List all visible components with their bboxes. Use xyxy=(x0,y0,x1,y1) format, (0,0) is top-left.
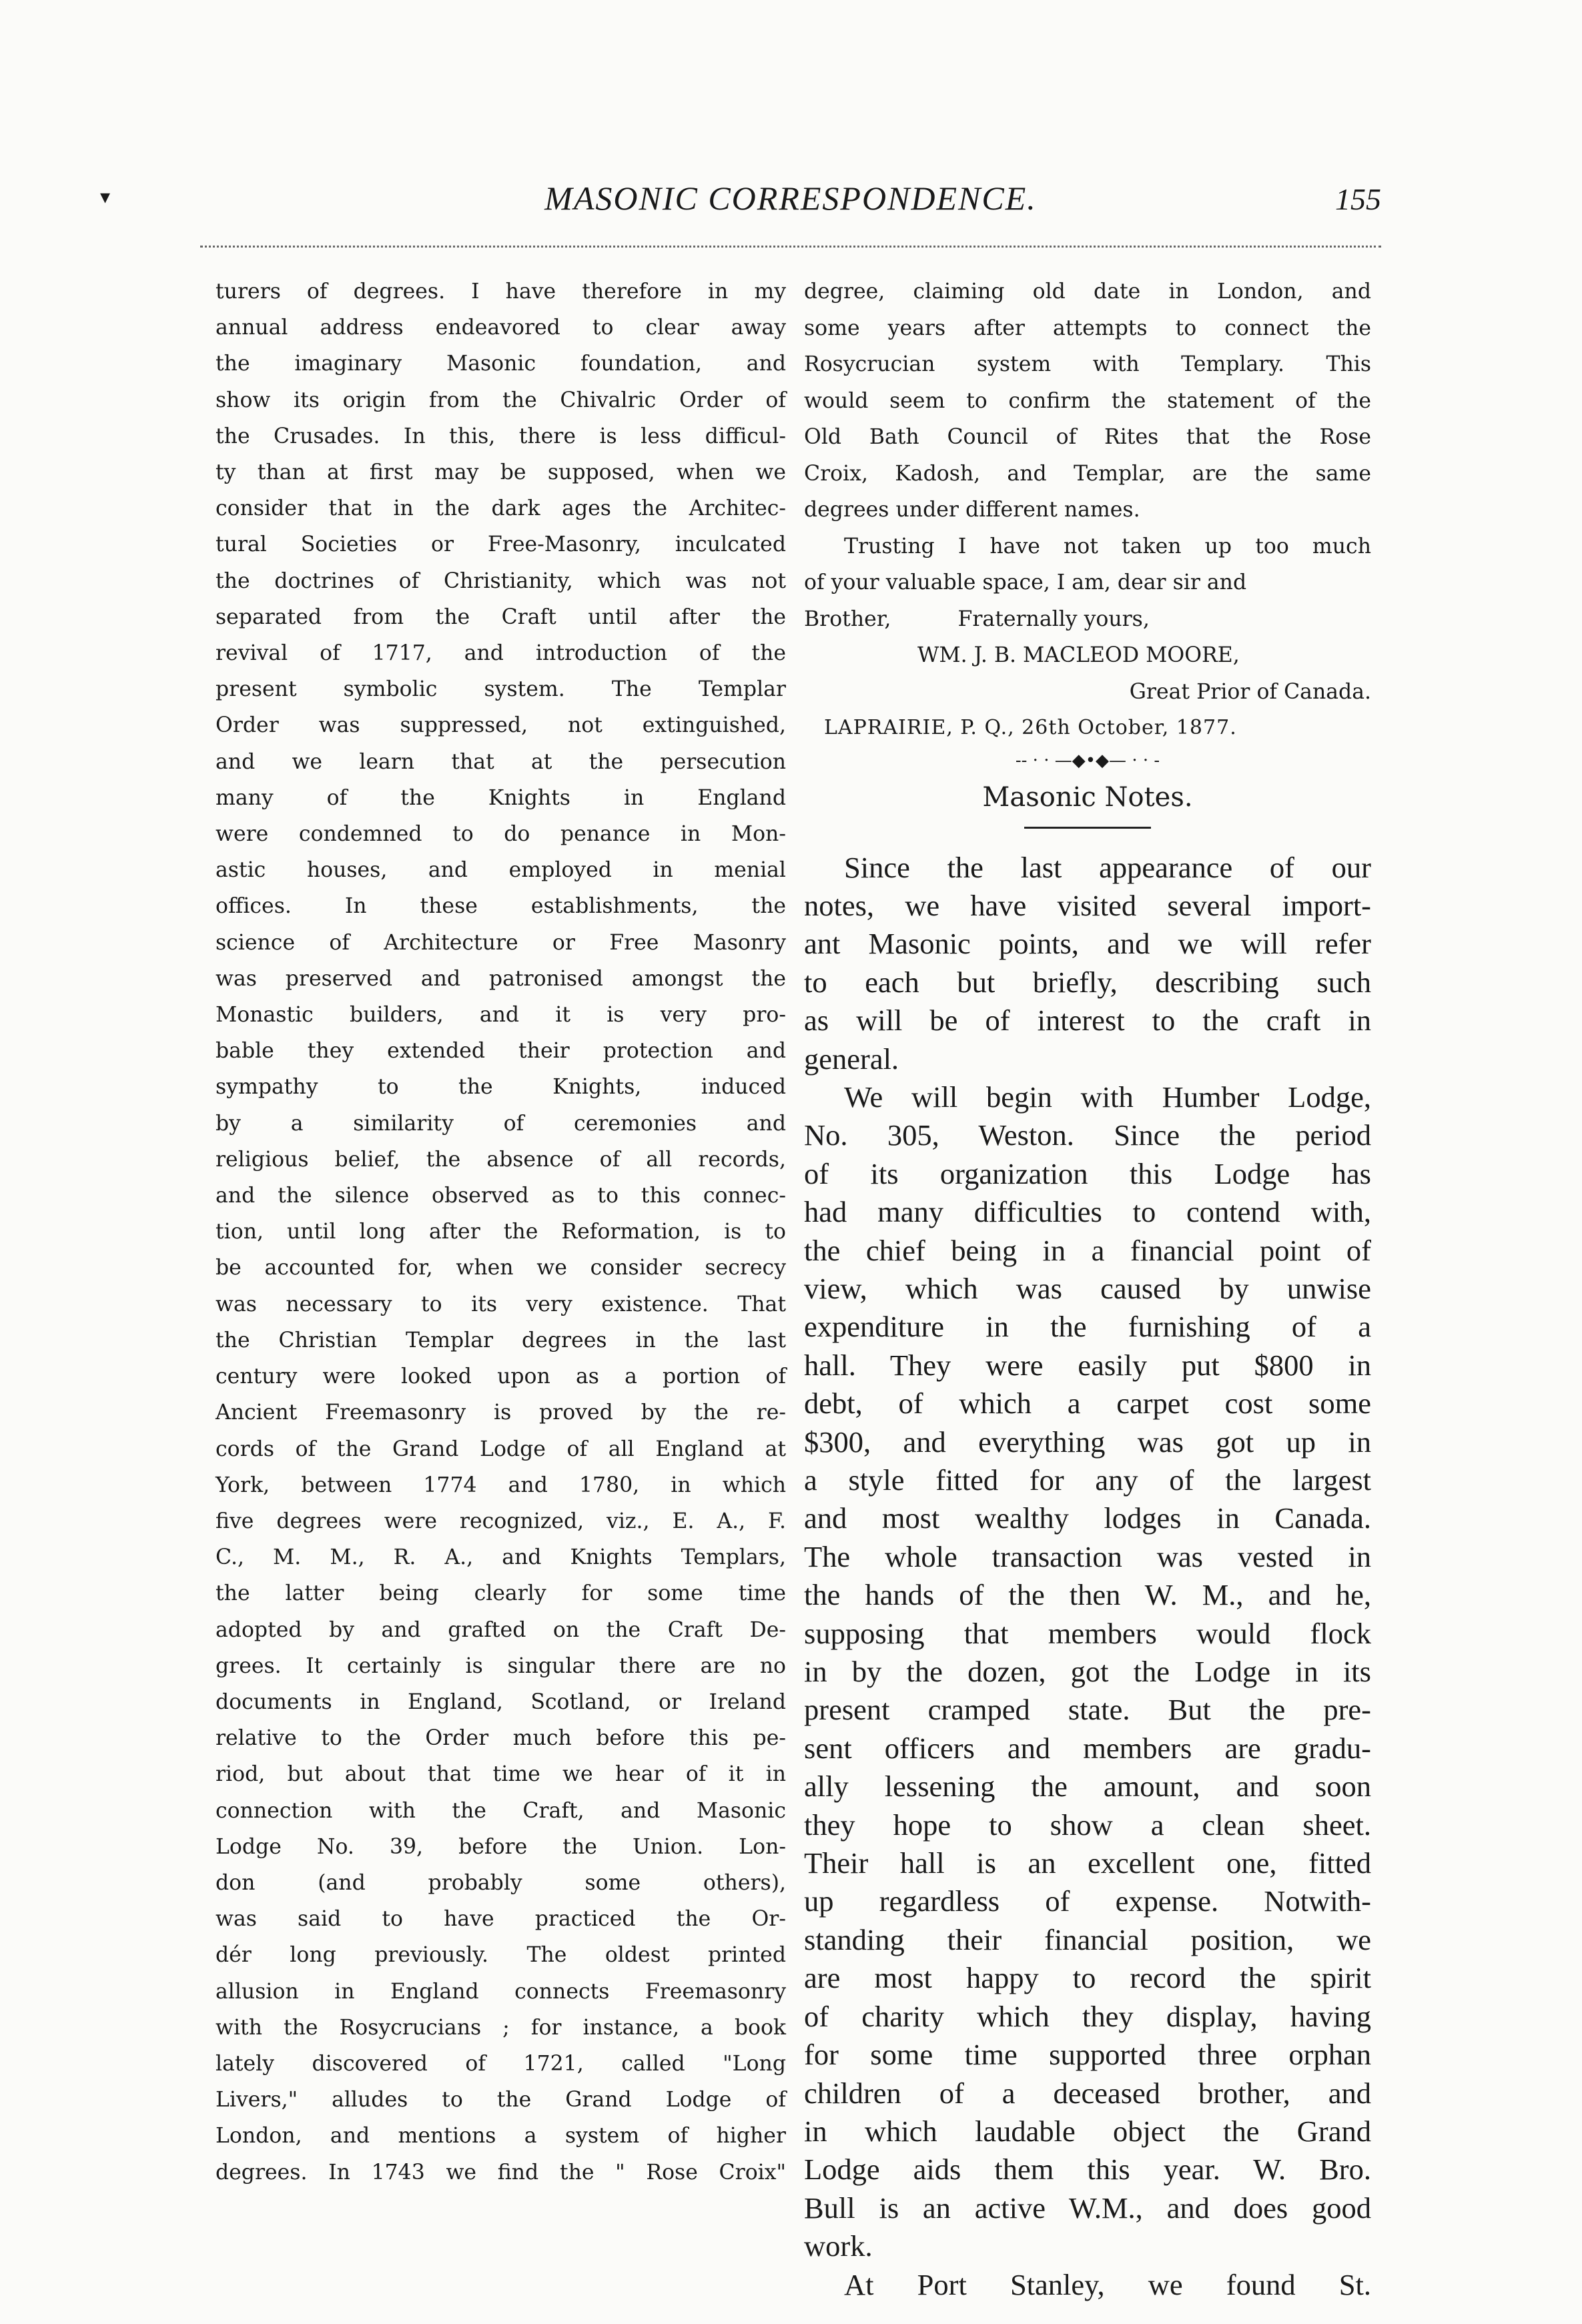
text-line: Livers," alludes to the Grand Lodge of xyxy=(216,2088,786,2112)
salutation: Brother, Fraternally yours, xyxy=(804,607,1150,631)
text-line: dér long previously. The oldest printed xyxy=(216,1943,786,1968)
text-line: and most wealthy lodges in Canada. xyxy=(804,1501,1371,1535)
text-line: York, between 1774 and 1780, in which xyxy=(216,1473,786,1497)
text-line: lately discovered of 1721, called "Long xyxy=(216,2051,786,2076)
text-line: children of a deceased brother, and xyxy=(804,2076,1371,2110)
text-line: view, which was caused by unwise xyxy=(804,1271,1371,1305)
text-line: consider that in the dark ages the Architec- xyxy=(216,496,786,521)
text-line: supposing that members would flock xyxy=(804,1616,1371,1650)
heading-rule xyxy=(1024,827,1151,829)
text-line: grees. It certainly is singular there are no xyxy=(216,1653,786,1678)
section-ornament: -- · · —◆•◆— · · - xyxy=(1015,750,1160,771)
margin-mark: ▾ xyxy=(100,185,111,209)
text-line: century were looked upon as a portion of xyxy=(216,1365,786,1389)
text-line: was said to have practiced the Or- xyxy=(216,1907,786,1932)
text-line: standing their financial position, we xyxy=(804,1922,1371,1956)
text-line: and the silence observed as to this connec- xyxy=(216,1184,786,1208)
text-line: in which laudable object the Grand xyxy=(804,2114,1371,2148)
text-line: debt, of which a carpet cost some xyxy=(804,1387,1371,1421)
text-line: documents in England, Scotland, or Ireland xyxy=(216,1689,786,1714)
text-line: and we learn that at the persecution xyxy=(216,749,786,774)
text-line: the Crusades. In this, there is less difficul- xyxy=(216,424,786,448)
text-line: by a similarity of ceremonies and xyxy=(216,1111,786,1136)
text-line: hall. They were easily put $800 in xyxy=(804,1348,1371,1382)
text-line: the imaginary Masonic foundation, and xyxy=(216,352,786,376)
text-line: present cramped state. But the pre- xyxy=(804,1693,1371,1727)
signature-name: WM. J. B. MACLEOD MOORE, xyxy=(917,643,1240,667)
text-line: the latter being clearly for some time xyxy=(216,1581,786,1606)
running-title: MASONIC CORRESPONDENCE. xyxy=(544,179,1037,217)
text-line: connection with the Craft, and Masonic xyxy=(216,1798,786,1823)
text-line: Rosycrucian system with Templary. This xyxy=(804,352,1371,376)
signature-title: Great Prior of Canada. xyxy=(1129,679,1371,704)
text-line: Old Bath Council of Rites that the Rose xyxy=(804,425,1371,449)
text-line: the Christian Templar degrees in the last xyxy=(216,1328,786,1352)
text-line: as will be of interest to the craft in xyxy=(804,1004,1371,1038)
text-line: notes, we have visited several import- xyxy=(804,888,1371,922)
text-line: ally lessening the amount, and soon xyxy=(804,1770,1371,1804)
text-line: Croix, Kadosh, and Templar, are the same xyxy=(804,461,1371,486)
text-line: degrees under different names. xyxy=(804,498,1140,522)
text-line: tion, until long after the Reformation, is to xyxy=(216,1220,786,1244)
text-line: Trusting I have not taken up too much xyxy=(844,534,1371,558)
text-line: religious belief, the absence of all records, xyxy=(216,1147,786,1172)
text-line: allusion in England connects Freemasonry xyxy=(216,1979,786,2004)
text-line: show its origin from the Chivalric Order of xyxy=(216,388,786,412)
text-line: Lodge aids them this year. W. Bro. xyxy=(804,2153,1371,2187)
text-line: of its organization this Lodge has xyxy=(804,1156,1371,1190)
letter-closing xyxy=(804,528,1371,601)
text-line: relative to the Order much before this pe- xyxy=(216,1726,786,1751)
text-line: they hope to show a clean sheet. xyxy=(804,1808,1371,1842)
text-line: London, and mentions a system of higher xyxy=(216,2124,786,2149)
text-line: ant Masonic points, and we will refer xyxy=(804,927,1371,961)
text-line: Since the last appearance of our xyxy=(844,850,1371,884)
notes-paragraph-3 xyxy=(804,2266,1371,2304)
text-line: the chief being in a financial point of xyxy=(804,1233,1371,1267)
page-header xyxy=(100,179,1381,239)
text-line: degrees. In 1743 we find the " Rose Croix" xyxy=(216,2160,786,2185)
text-line: had many difficulties to contend with, xyxy=(804,1195,1371,1229)
text-line: No. 305, Weston. Since the period xyxy=(804,1118,1371,1152)
text-line: adopted by and grafted on the Craft De- xyxy=(216,1617,786,1642)
section-heading: Masonic Notes. xyxy=(982,781,1193,813)
text-line: revival of 1717, and introduction of the xyxy=(216,641,786,666)
text-line: sent officers and members are gradu- xyxy=(804,1731,1371,1765)
text-line: tural Societies or Free-Masonry, inculcated xyxy=(216,532,786,557)
text-line: was preserved and patronised amongst the xyxy=(216,966,786,991)
text-line: riod, but about that time we hear of it in xyxy=(216,1762,786,1787)
letter-continuation xyxy=(804,274,1371,528)
text-line: many of the Knights in England xyxy=(216,785,786,810)
text-line: to each but briefly, describing such xyxy=(804,965,1371,999)
right-column xyxy=(804,274,1371,2304)
text-line: Bull is an active W.M., and does good xyxy=(804,2191,1371,2225)
text-line: don (and probably some others), xyxy=(216,1870,786,1895)
text-line: the hands of the then W. M., and he, xyxy=(804,1578,1371,1612)
text-line: The whole transaction was vested in xyxy=(804,1539,1371,1573)
notes-paragraph-2 xyxy=(804,1078,1371,2266)
text-line: the doctrines of Christianity, which was not xyxy=(216,568,786,593)
text-line: offices. In these establishments, the xyxy=(216,894,786,919)
text-line: expenditure in the furnishing of a xyxy=(804,1310,1371,1344)
text-line: separated from the Craft until after the xyxy=(216,605,786,629)
text-line: in by the dozen, got the Lodge in its xyxy=(804,1655,1371,1689)
text-line: turers of degrees. I have therefore in my xyxy=(216,280,786,304)
text-line: be accounted for, when we consider secrecy xyxy=(216,1256,786,1280)
text-line: general. xyxy=(804,1042,899,1076)
text-line: are most happy to record the spirit xyxy=(804,1961,1371,1995)
text-line: ty than at first may be supposed, when we xyxy=(216,460,786,485)
text-line: C., M. M., R. A., and Knights Templars, xyxy=(216,1545,786,1570)
text-line: $300, and everything was got up in xyxy=(804,1425,1371,1459)
text-line: Lodge No. 39, before the Union. Lon- xyxy=(216,1834,786,1859)
text-line: astic houses, and employed in menial xyxy=(216,858,786,883)
text-line: bable they extended their protection and xyxy=(216,1039,786,1064)
signature-place: LAPRAIRIE, P. Q., 26th October, 1877. xyxy=(824,716,1237,739)
text-line: cords of the Grand Lodge of all England at xyxy=(216,1437,786,1461)
text-line: were condemned to do penance in Mon- xyxy=(216,822,786,847)
text-line: work. xyxy=(804,2229,873,2263)
text-line: of charity which they display, having xyxy=(804,1999,1371,2033)
text-line: At Port Stanley, we found St. xyxy=(844,2267,1371,2301)
text-line: degree, claiming old date in London, and xyxy=(804,280,1371,304)
text-line: annual address endeavored to clear away xyxy=(216,316,786,340)
text-line: Their hall is an excellent one, fitted xyxy=(804,1846,1371,1880)
text-line: We will begin with Humber Lodge, xyxy=(844,1080,1371,1114)
left-column xyxy=(216,274,786,2191)
text-line: a style fitted for any of the largest xyxy=(804,1463,1371,1497)
text-line: was necessary to its very existence. That xyxy=(216,1292,786,1316)
text-line: five degrees were recognized, viz., E. A., F. xyxy=(216,1509,786,1533)
text-line: for some time supported three orphan xyxy=(804,2038,1371,2072)
page-number: 155 xyxy=(1335,182,1381,216)
text-line: present symbolic system. The Templar xyxy=(216,677,786,702)
text-line: would seem to confirm the statement of the xyxy=(804,388,1371,413)
text-line: some years after attempts to connect the xyxy=(804,316,1371,340)
text-line: up regardless of expense. Notwith- xyxy=(804,1884,1371,1918)
notes-paragraph-1 xyxy=(804,849,1371,1078)
text-line: Monastic builders, and it is very pro- xyxy=(216,1003,786,1028)
text-line: Order was suppressed, not extinguished, xyxy=(216,713,786,738)
text-line: Ancient Freemasonry is proved by the re- xyxy=(216,1401,786,1425)
text-line: with the Rosycrucians ; for instance, a book xyxy=(216,2015,786,2040)
text-line: sympathy to the Knights, induced xyxy=(216,1075,786,1100)
header-rule xyxy=(200,246,1381,248)
text-line: science of Architecture or Free Masonry xyxy=(216,930,786,955)
text-line: of your valuable space, I am, dear sir and xyxy=(804,570,1247,595)
